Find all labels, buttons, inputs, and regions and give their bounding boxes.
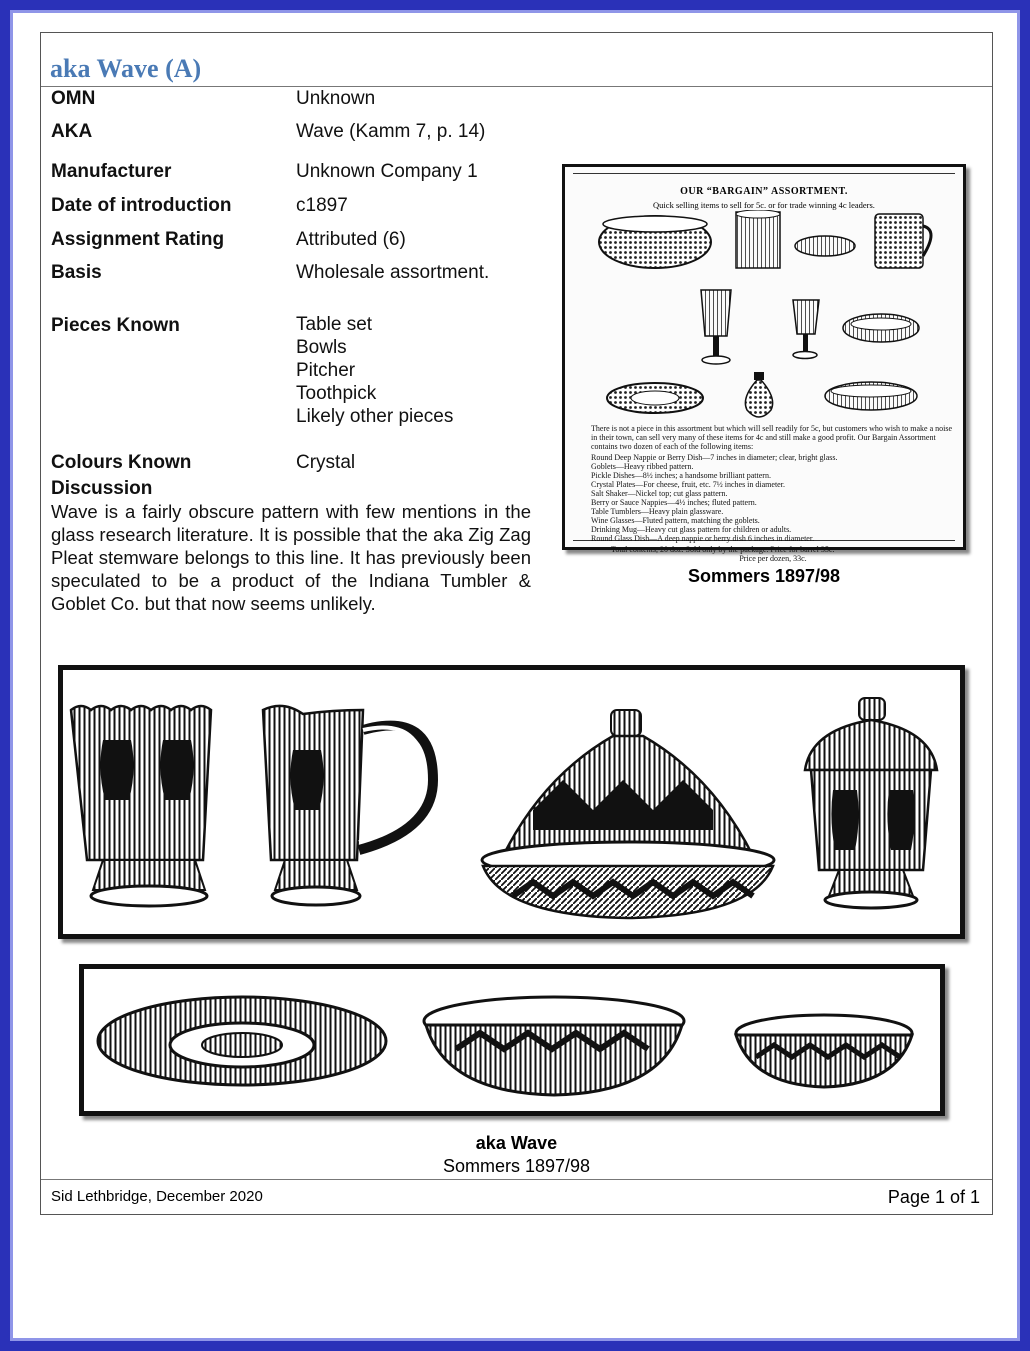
piece-item: Pitcher [296,360,356,381]
piece-item: Table set [296,314,373,335]
date-value: c1897 [296,195,348,216]
table-set-illustration [63,670,960,934]
manufacturer-label: Manufacturer [51,161,172,182]
ad-total: Total contents, 20 doz. Sold only by the package. Price for barrel 35c. [611,545,835,554]
ad-subtitle: Quick selling items to sell for 5c. or for trade winning 4c leaders. [653,200,875,210]
footer-page-number: Page 1 of 1 [887,1187,980,1207]
figure-source: Sommers 1897/98 [442,1156,591,1176]
ad-item: Goblets—Heavy ribbed pattern. [591,462,694,471]
ad-item: Table Tumblers—Heavy plain glassware. [591,507,724,516]
discussion-text: Wave is a fairly obscure pattern with few mentions in the glass research literature. It is possible that the aka Zig Zag Pleat stemware belongs to this line. It has previously been speculated to be a product of the Indiana Tumbler & Goblet Co. but that now seems unlikely. [51,501,531,614]
ad-glassware-illustration [573,210,959,450]
discussion-label: Discussion [51,478,153,499]
date-label: Date of introduction [51,195,232,216]
pieces-list [296,313,453,428]
ad-item: Berry or Sauce Nappies—4½ inches; fluted pattern. [591,498,757,507]
piece-item: Bowls [296,337,347,358]
rating-value: Attributed (6) [296,229,406,250]
ad-item: Pickle Dishes—8½ inches; a handsome brilliant pattern. [591,471,771,480]
ad-caption: Sommers 1897/98 [687,566,841,586]
ad-item: Round Glass Dish—A deep nappie or berry dish 6 inches in diameter. [591,534,815,543]
basis-label: Basis [51,262,102,283]
piece-item: Likely other pieces [296,406,454,427]
rating-label: Assignment Rating [51,229,225,250]
bowls-image [79,964,945,1116]
ad-item: Wine Glasses—Fluted pattern, matching the goblets. [591,516,760,525]
ad-price: Price per dozen, 33c. [739,554,807,563]
piece-item: Toothpick [296,383,377,404]
manufacturer-value: Unknown Company 1 [296,161,478,182]
omn-value: Unknown [296,88,376,109]
ad-intro: There is not a piece in this assortment but which will sell readily for 5c, but customers who wish to make a noise in their town, can sell very many of these items for 4c and still make a good profit. Our Bargain Assortment contains two dozen of each of the following items: [591,424,953,451]
ad-title: OUR “BARGAIN” ASSORTMENT. [680,186,848,197]
ad-item: Drinking Mug—Heavy cut glass pattern for children or adults. [591,525,792,534]
colours-label: Colours Known [51,452,192,473]
ad-inner-frame [573,173,955,563]
page-title: aka Wave (A) [50,54,202,83]
footer-rule [41,1179,992,1180]
ad-description [591,424,955,563]
ad-item: Round Deep Nappie or Berry Dish—7 inches in diameter; clear, bright glass. [591,453,838,462]
omn-label: OMN [51,88,96,109]
table-set-image [58,665,965,939]
aka-value: Wave (Kamm 7, p. 14) [296,121,486,142]
assortment-ad-image [562,164,966,563]
figure-title: aka Wave [475,1133,558,1153]
aka-label: AKA [51,121,93,142]
pieces-label: Pieces Known [51,315,180,336]
basis-value: Wholesale assortment. [296,262,490,283]
footer-author: Sid Lethbridge, December 2020 [51,1188,263,1205]
colours-value: Crystal [296,452,356,473]
ad-item: Crystal Plates—For cheese, fruit, etc. 7½ inches in diameter. [591,480,785,489]
title-rule [41,86,992,87]
ad-item: Salt Shaker—Nickel top; cut glass pattern. [591,489,728,498]
bowls-illustration [84,969,940,1111]
